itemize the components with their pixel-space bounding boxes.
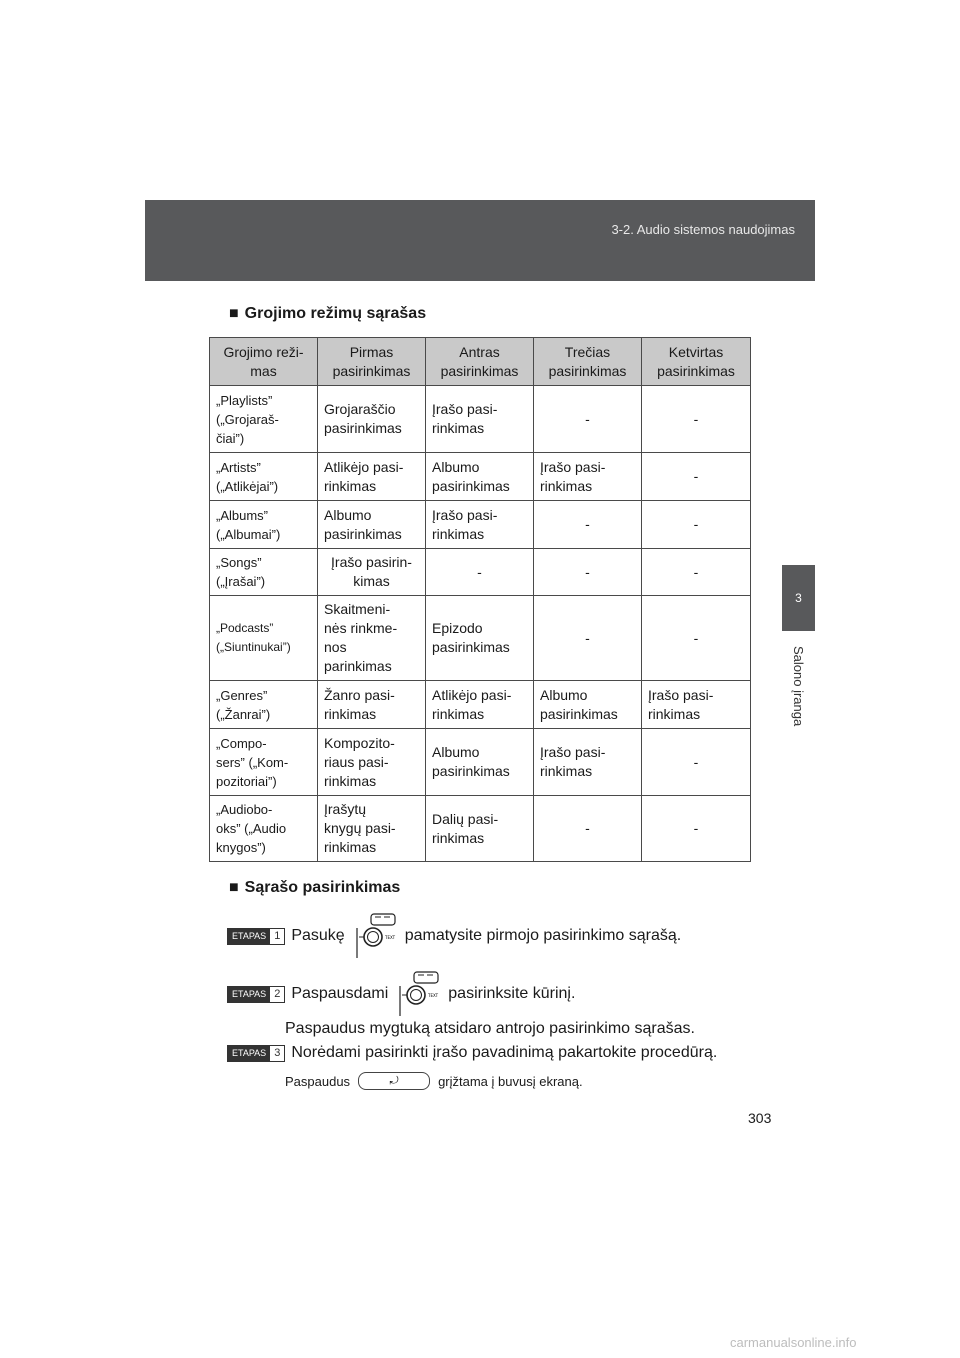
table-row <box>210 501 751 549</box>
table-cell: - <box>534 501 642 549</box>
table-cell: „Playlists” („Grojaraš- čiai”) <box>210 386 318 453</box>
step-text-before: Pasukę <box>291 927 345 944</box>
column-header: Ketvirtas pasirinkimas <box>642 338 751 386</box>
table-row <box>210 596 751 681</box>
table-cell: Įrašytų knygų pasi- rinkimas <box>318 796 426 862</box>
step-badge <box>227 986 285 1003</box>
section-heading-list-selection <box>229 879 400 897</box>
column-header: Trečias pasirinkimas <box>534 338 642 386</box>
table-cell: Albumo pasirinkimas <box>318 501 426 549</box>
play-modes-table <box>209 337 751 862</box>
table-cell: Įrašo pasi- rinkimas <box>534 453 642 501</box>
table-cell: Įrašo pasi- rinkimas <box>426 386 534 453</box>
step-badge-label: ETAPAS <box>228 929 270 944</box>
table-cell: - <box>642 453 751 501</box>
table-cell: Įrašo pasi- rinkimas <box>642 681 751 729</box>
table-cell: - <box>534 386 642 453</box>
step-badge <box>227 1045 285 1062</box>
back-note <box>285 1072 583 1090</box>
chapter-section-title: 3-2. Audio sistemos naudojimas <box>611 222 795 237</box>
knob-text-label: TEXT <box>428 993 439 998</box>
back-button-icon <box>358 1072 430 1090</box>
step-badge-number: 3 <box>270 1046 284 1061</box>
section-title: Grojimo režimų sąrašas <box>244 305 427 322</box>
table-cell: „Songs” („Įrašai”) <box>210 549 318 596</box>
table-cell: Skaitmeni- nės rinkme- nos parinkimas <box>318 596 426 681</box>
table-cell: Kompozito- riaus pasi- rinkimas <box>318 729 426 796</box>
table-row <box>210 453 751 501</box>
step-1 <box>227 912 681 960</box>
column-header: Pirmas pasirinkimas <box>318 338 426 386</box>
square-bullet-icon: ■ <box>229 879 239 896</box>
table-cell: „Compo- sers” („Kom- pozitoriai”) <box>210 729 318 796</box>
table-cell: - <box>642 501 751 549</box>
step-text-after: pasirinksite kūrinį. <box>448 985 576 1002</box>
tune-knob-icon <box>351 912 399 960</box>
note-after: grįžtama į buvusį ekraną. <box>438 1073 583 1089</box>
table-cell: Epizodo pasirinkimas <box>426 596 534 681</box>
table-cell: „Genres” („Žanrai”) <box>210 681 318 729</box>
table-row <box>210 549 751 596</box>
table-cell: Albumo pasirinkimas <box>534 681 642 729</box>
table-header-row <box>210 338 751 386</box>
section-title: Sąrašo pasirinkimas <box>244 879 401 896</box>
chapter-header-bar <box>145 200 815 281</box>
step-badge-label: ETAPAS <box>228 1046 270 1061</box>
step-badge-number: 1 <box>270 929 284 944</box>
table-cell: - <box>534 796 642 862</box>
page-number: 303 <box>748 1110 772 1126</box>
table-cell: - <box>534 596 642 681</box>
chapter-tab-label-box <box>782 636 815 736</box>
table-cell: - <box>642 729 751 796</box>
step-text: Norėdami pasirinkti įrašo pavadinimą pakartokite procedūrą. <box>291 1044 718 1061</box>
table-cell: Įrašo pasi- rinkimas <box>426 501 534 549</box>
table-cell: „Podcasts” („Siuntinukai”) <box>210 596 318 681</box>
table-cell: - <box>642 549 751 596</box>
return-arrow-icon: ⤾ <box>389 1074 399 1087</box>
table-cell: Albumo pasirinkimas <box>426 453 534 501</box>
table-row <box>210 729 751 796</box>
step-badge <box>227 928 285 945</box>
step-text-after: pamatysite pirmojo pasirinkimo sąrašą. <box>404 927 682 944</box>
table-cell: Įrašo pasirin- kimas <box>318 549 426 596</box>
table-cell: Atlikėjo pasi- rinkimas <box>426 681 534 729</box>
table-row <box>210 681 751 729</box>
table-cell: Įrašo pasi- rinkimas <box>534 729 642 796</box>
step-badge-number: 2 <box>270 987 284 1002</box>
step-2 <box>227 970 575 1018</box>
table-cell: „Albums” („Albumai”) <box>210 501 318 549</box>
column-header: Grojimo reži- mas <box>210 338 318 386</box>
table-cell: Dalių pasi- rinkimas <box>426 796 534 862</box>
step-3 <box>227 1044 717 1062</box>
table-cell: - <box>426 549 534 596</box>
table-row <box>210 796 751 862</box>
knob-text-label: TEXT <box>384 935 395 940</box>
table-cell: Atlikėjo pasi- rinkimas <box>318 453 426 501</box>
square-bullet-icon: ■ <box>229 305 239 322</box>
table-cell: Grojaraščio pasirinkimas <box>318 386 426 453</box>
step-text-before: Paspausdami <box>291 985 389 1002</box>
table-cell: Albumo pasirinkimas <box>426 729 534 796</box>
step-badge-label: ETAPAS <box>228 987 270 1002</box>
note-before: Paspaudus <box>285 1073 351 1089</box>
table-row <box>210 386 751 453</box>
watermark: carmanualsonline.info <box>730 1335 857 1350</box>
table-cell: - <box>642 796 751 862</box>
table-cell: Žanro pasi- rinkimas <box>318 681 426 729</box>
tune-knob-icon <box>394 970 442 1018</box>
table-cell: - <box>534 549 642 596</box>
section-heading-modes <box>229 305 426 323</box>
column-header: Antras pasirinkimas <box>426 338 534 386</box>
table-cell: - <box>642 386 751 453</box>
table-cell: „Artists” („Atlikėjai”) <box>210 453 318 501</box>
step-2-extra: Paspaudus mygtuką atsidaro antrojo pasirinkimo sąrašas. <box>285 1020 695 1037</box>
table-cell: „Audiobo- oks” („Audio knygos”) <box>210 796 318 862</box>
chapter-tab-label: Salono įranga <box>791 645 806 727</box>
table-cell: - <box>642 596 751 681</box>
chapter-tab-number: 3 <box>782 565 815 631</box>
